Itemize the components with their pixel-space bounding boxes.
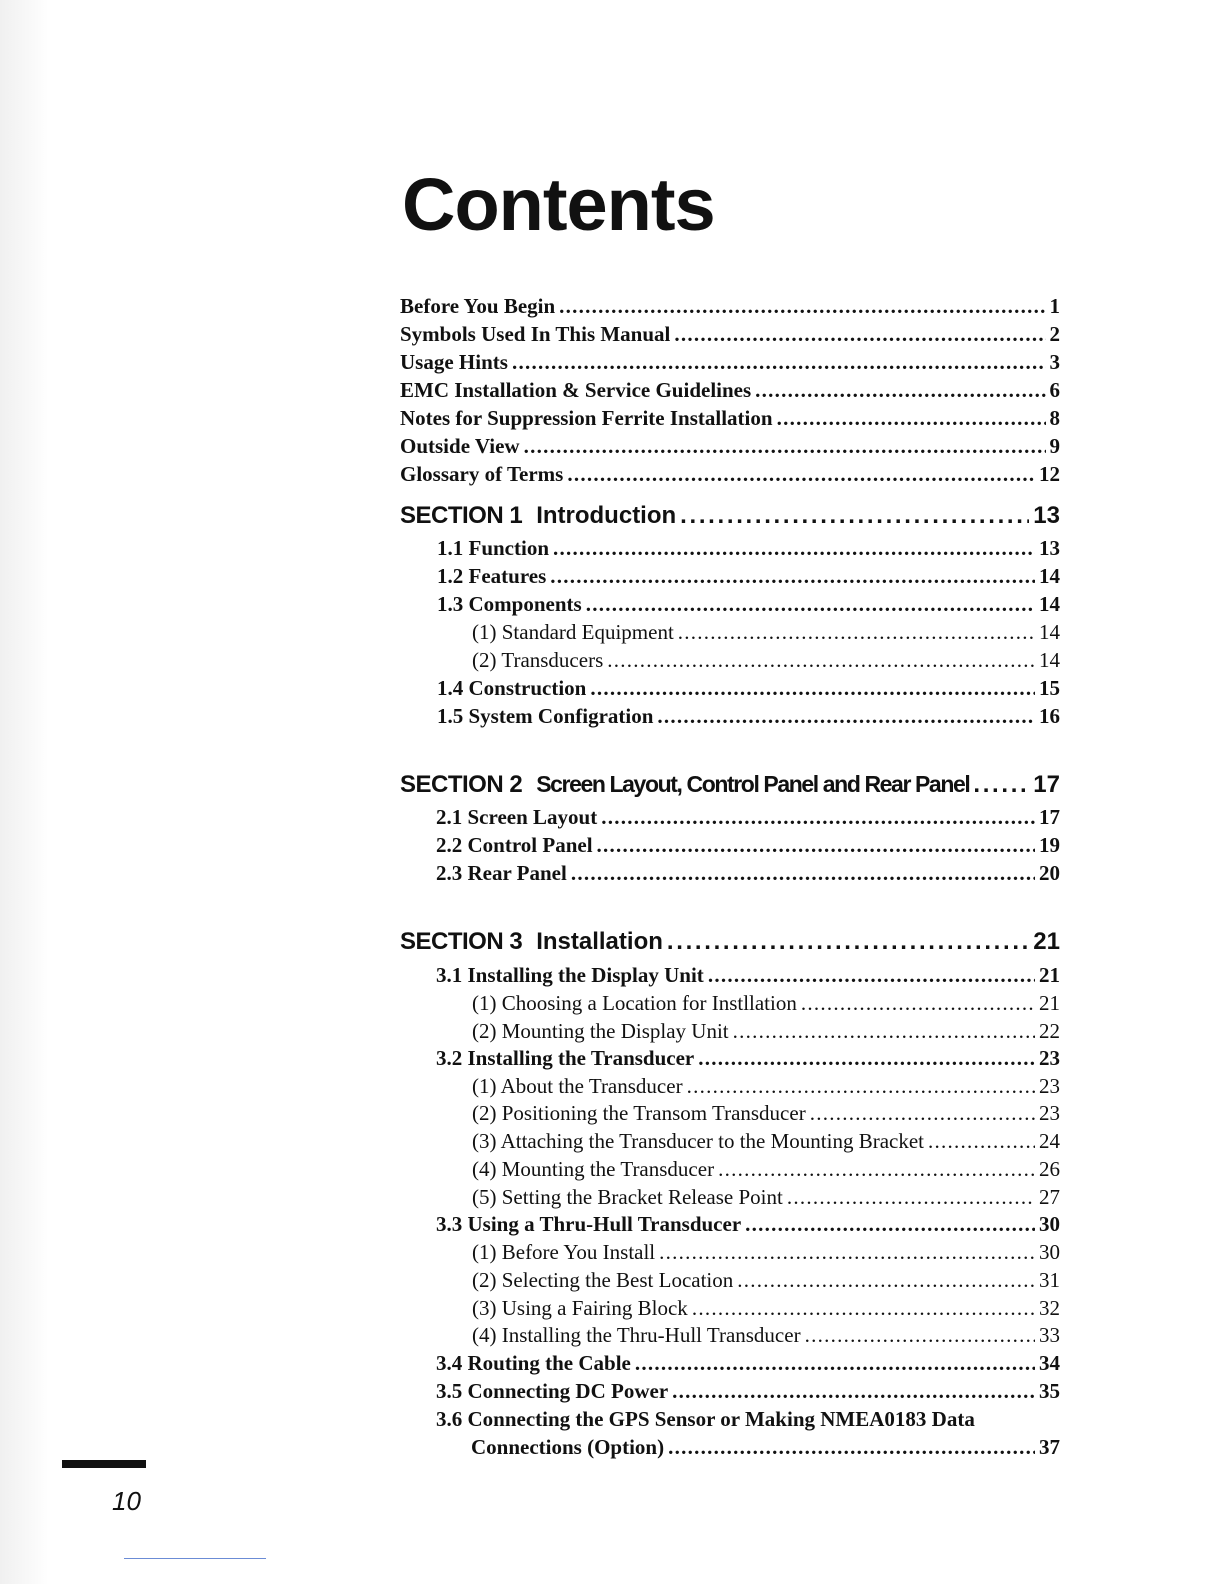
toc-entry-page: 2 xyxy=(1049,322,1060,346)
toc-entry-label: 2.1 Screen Layout xyxy=(436,805,598,829)
toc-entry-label: 3.5 Connecting DC Power xyxy=(436,1379,669,1403)
toc-entry-label: (1) Choosing a Location for Instllation xyxy=(472,991,797,1015)
toc-entry-label: 1.4 Construction xyxy=(437,676,587,700)
toc-entry-page: 17 xyxy=(1039,805,1060,829)
toc-entry[interactable] xyxy=(436,1407,1060,1432)
toc-entry[interactable] xyxy=(437,536,1060,561)
dot-leader xyxy=(698,1046,1035,1067)
toc-entry-page: 6 xyxy=(1049,378,1060,402)
toc-entry-page: 21 xyxy=(1039,963,1060,987)
dot-leader xyxy=(659,1240,1035,1261)
toc-entry[interactable] xyxy=(471,1435,1060,1460)
toc-entry-page: 35 xyxy=(1039,1379,1060,1403)
page-title: Contents xyxy=(402,163,715,246)
toc-entry-label: Symbols Used In This Manual xyxy=(400,322,671,346)
toc-subentry[interactable] xyxy=(472,1185,1060,1210)
section-title: Screen Layout, Control Panel and Rear Panel xyxy=(536,771,970,797)
section-title: Introduction xyxy=(536,502,677,529)
toc-entry-page: 23 xyxy=(1039,1074,1060,1098)
toc-entry-page: 19 xyxy=(1039,833,1060,857)
dot-leader xyxy=(718,1157,1035,1178)
dot-leader xyxy=(755,378,1045,399)
dot-leader xyxy=(672,1379,1035,1400)
toc-entry-page: 14 xyxy=(1039,564,1060,588)
dot-leader xyxy=(590,676,1035,697)
toc-subentry[interactable] xyxy=(472,1323,1060,1348)
toc-entry-page: 14 xyxy=(1039,620,1060,644)
toc-entry-label: (2) Mounting the Display Unit xyxy=(472,1019,729,1043)
section-page: 17 xyxy=(1033,771,1060,798)
toc-entry-page: 33 xyxy=(1039,1323,1060,1347)
toc-entry-page: 9 xyxy=(1049,434,1060,458)
dot-leader xyxy=(737,1268,1035,1289)
toc-entry[interactable] xyxy=(400,378,1060,403)
toc-entry[interactable] xyxy=(437,676,1060,701)
dot-leader xyxy=(667,928,1029,952)
toc-entry-label: (1) Before You Install xyxy=(472,1240,656,1264)
dot-leader xyxy=(973,771,1029,795)
toc-entry-page: 27 xyxy=(1039,1185,1060,1209)
toc-entry-label: (4) Mounting the Transducer xyxy=(472,1157,715,1181)
toc-subentry[interactable] xyxy=(472,991,1060,1016)
dot-leader xyxy=(567,462,1035,483)
dot-leader xyxy=(586,592,1035,613)
dot-leader xyxy=(553,536,1035,557)
page-number: 10 xyxy=(112,1486,141,1516)
toc-entry-page: 22 xyxy=(1039,1019,1060,1043)
dot-leader xyxy=(745,1212,1035,1233)
toc-entry-label: (2) Selecting the Best Location xyxy=(472,1268,734,1292)
toc-entry-label: 3.2 Installing the Transducer xyxy=(436,1046,695,1070)
toc-entry[interactable] xyxy=(400,350,1060,375)
toc-subentry[interactable] xyxy=(472,1268,1060,1293)
toc-entry-label: 3.3 Using a Thru-Hull Transducer xyxy=(436,1212,742,1236)
dot-leader xyxy=(777,406,1046,427)
dot-leader xyxy=(597,833,1035,854)
toc-entry-label: EMC Installation & Service Guidelines xyxy=(400,378,752,402)
toc-entry-label: Outside View xyxy=(400,434,520,458)
toc-entry[interactable] xyxy=(436,1212,1060,1237)
toc-entry-label: 1.3 Components xyxy=(437,592,582,616)
toc-entry[interactable] xyxy=(400,462,1060,487)
dot-leader xyxy=(810,1101,1035,1122)
toc-entry-label: Notes for Suppression Ferrite Installation xyxy=(400,406,773,430)
section-1-heading[interactable] xyxy=(400,502,1060,530)
toc-entry[interactable] xyxy=(437,592,1060,617)
toc-entry-label: (4) Installing the Thru-Hull Transducer xyxy=(472,1323,801,1347)
toc-entry-page: 23 xyxy=(1039,1046,1060,1070)
toc-entry-label: 3.4 Routing the Cable xyxy=(436,1351,631,1375)
dot-leader xyxy=(571,861,1035,882)
dot-leader xyxy=(805,1323,1035,1344)
dot-leader xyxy=(657,704,1035,725)
toc-entry-page: 30 xyxy=(1039,1240,1060,1264)
footer-bar xyxy=(62,1460,146,1468)
toc-entry-label: (2) Positioning the Transom Transducer xyxy=(472,1101,806,1125)
section-3-heading[interactable] xyxy=(400,928,1060,956)
dot-leader xyxy=(680,502,1029,526)
toc-entry-label: (5) Setting the Bracket Release Point xyxy=(472,1185,783,1209)
toc-entry-label: (1) About the Transducer xyxy=(472,1074,683,1098)
toc-entry-page: 16 xyxy=(1039,704,1060,728)
toc-entry-page: 14 xyxy=(1039,592,1060,616)
dot-leader xyxy=(692,1296,1035,1317)
toc-subentry[interactable] xyxy=(472,1101,1060,1126)
toc-entry-label: Before You Begin xyxy=(400,294,556,318)
toc-entry-page: 26 xyxy=(1039,1157,1060,1181)
section-2-heading[interactable] xyxy=(400,771,1060,799)
toc-entry-label: (1) Standard Equipment xyxy=(472,620,674,644)
toc-entry-label: 2.2 Control Panel xyxy=(436,833,593,857)
toc-entry[interactable] xyxy=(400,294,1060,319)
section-page: 21 xyxy=(1033,928,1060,955)
dot-leader xyxy=(787,1185,1035,1206)
toc-entry[interactable] xyxy=(436,1379,1060,1404)
toc-entry-page: 14 xyxy=(1039,648,1060,672)
toc-entry[interactable] xyxy=(400,406,1060,431)
toc-entry-label: 2.3 Rear Panel xyxy=(436,861,567,885)
dot-leader xyxy=(928,1129,1035,1150)
dot-leader xyxy=(678,620,1035,641)
toc-entry-label: 1.5 System Configration xyxy=(437,704,654,728)
dot-leader xyxy=(674,322,1045,343)
toc-entry-page: 24 xyxy=(1039,1129,1060,1153)
toc-entry-page: 13 xyxy=(1039,536,1060,560)
toc-entry-page: 1 xyxy=(1049,294,1060,318)
scan-edge-shade xyxy=(0,0,48,1584)
toc-entry-page: 20 xyxy=(1039,861,1060,885)
toc-entry-label: 1.2 Features xyxy=(437,564,547,588)
toc-entry[interactable] xyxy=(436,1351,1060,1376)
toc-subentry[interactable] xyxy=(472,1129,1060,1154)
toc-entry-label: 3.1 Installing the Display Unit xyxy=(436,963,704,987)
toc-entry[interactable] xyxy=(436,833,1060,858)
dot-leader xyxy=(601,805,1035,826)
toc-entry-page: 3 xyxy=(1049,350,1060,374)
toc-entry-page: 32 xyxy=(1039,1296,1060,1320)
section-number: SECTION 3 xyxy=(400,928,523,955)
dot-leader xyxy=(635,1351,1035,1372)
toc-entry-page: 15 xyxy=(1039,676,1060,700)
section-number: SECTION 1 xyxy=(400,502,523,529)
toc-entry-label: Connections (Option) xyxy=(471,1435,665,1459)
toc-entry[interactable] xyxy=(436,861,1060,886)
dot-leader xyxy=(801,991,1035,1012)
toc-entry[interactable] xyxy=(400,322,1060,347)
section-page: 13 xyxy=(1033,502,1060,529)
dot-leader xyxy=(550,564,1035,585)
toc-entry-label: (3) Attaching the Transducer to the Mounting Bracket xyxy=(472,1129,925,1153)
section-title: Installation xyxy=(536,928,663,955)
toc-subentry[interactable] xyxy=(472,1074,1060,1099)
dot-leader xyxy=(559,294,1045,315)
toc-entry-page: 12 xyxy=(1039,462,1060,486)
toc-subentry[interactable] xyxy=(472,648,1060,673)
toc-entry-label: (3) Using a Fairing Block xyxy=(472,1296,688,1320)
dot-leader xyxy=(687,1074,1035,1095)
toc-entry-page: 30 xyxy=(1039,1212,1060,1236)
toc-entry-label: 1.1 Function xyxy=(437,536,550,560)
section-number: SECTION 2 xyxy=(400,771,523,798)
scan-artifact-line xyxy=(124,1558,266,1559)
toc-entry[interactable] xyxy=(436,963,1060,988)
dot-leader xyxy=(668,1435,1035,1456)
toc-entry-page: 8 xyxy=(1049,406,1060,430)
toc-subentry[interactable] xyxy=(472,620,1060,645)
toc-entry-page: 23 xyxy=(1039,1101,1060,1125)
toc-entry-label: Usage Hints xyxy=(400,350,508,374)
toc-entry-label: 3.6 Connecting the GPS Sensor or Making NMEA0183 Data xyxy=(436,1407,975,1431)
toc-subentry[interactable] xyxy=(472,1019,1060,1044)
toc-entry[interactable] xyxy=(436,1046,1060,1071)
toc-entry-label: Glossary of Terms xyxy=(400,462,564,486)
dot-leader xyxy=(512,350,1046,371)
toc-entry[interactable] xyxy=(400,434,1060,459)
toc-subentry[interactable] xyxy=(472,1157,1060,1182)
dot-leader xyxy=(524,434,1046,455)
toc-entry-label: (2) Transducers xyxy=(472,648,604,672)
dot-leader xyxy=(733,1019,1035,1040)
toc-entry-page: 37 xyxy=(1039,1435,1060,1459)
toc-subentry[interactable] xyxy=(472,1296,1060,1321)
toc-entry[interactable] xyxy=(437,704,1060,729)
toc-entry[interactable] xyxy=(437,564,1060,589)
toc-entry[interactable] xyxy=(436,805,1060,830)
toc-entry-page: 31 xyxy=(1039,1268,1060,1292)
toc-subentry[interactable] xyxy=(472,1240,1060,1265)
toc-entry-page: 21 xyxy=(1039,991,1060,1015)
dot-leader xyxy=(607,648,1035,669)
toc-entry-page: 34 xyxy=(1039,1351,1060,1375)
dot-leader xyxy=(708,963,1035,984)
